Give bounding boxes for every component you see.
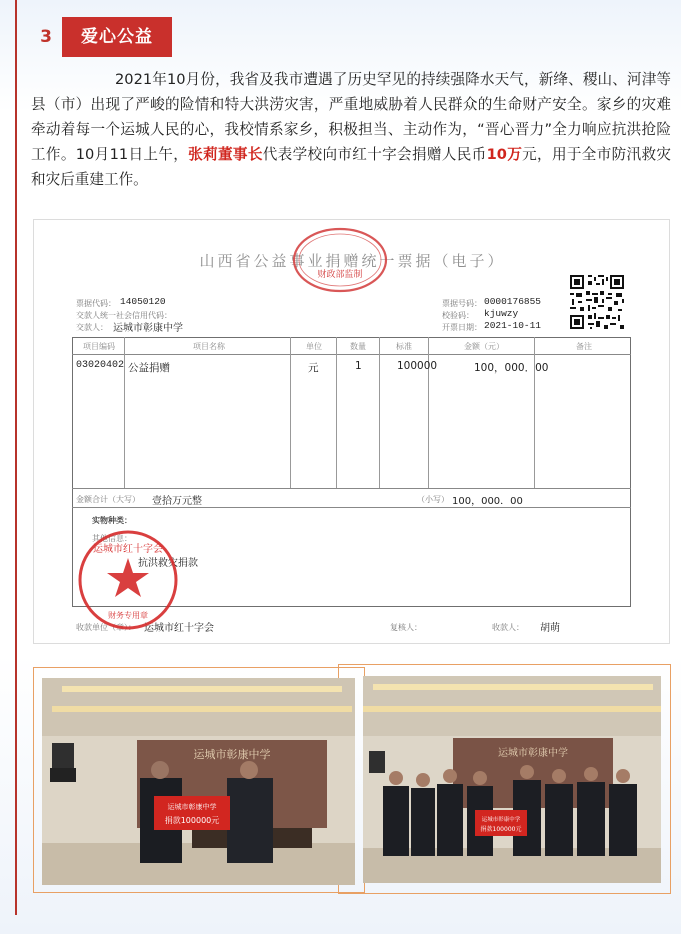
paragraph-text-3: 元，用于全市防汛救灾和灾后重建工作。 [31, 146, 671, 188]
check-label: 校验码： [442, 311, 474, 320]
seal-top-text: 财政部监制 [317, 270, 363, 280]
code-label: 票据代码： [76, 299, 116, 308]
row-unit: 元 [308, 362, 319, 374]
col-header-name: 项目名称 [193, 342, 225, 351]
payee-label: 收款人： [492, 623, 524, 632]
total-small-label: （小写） [417, 495, 449, 504]
date-value: 2021-10-11 [484, 320, 542, 331]
payee-value: 胡萌 [540, 623, 560, 634]
seal-left-subtext: 财务专用章 [108, 611, 148, 620]
paragraph-text-1: 2021年10月份，我省及我市遭遇了历史罕见的持续强降水天气，新绛、稷山、河津等县（市）出现了严峻的险情和特大洪涝灾害，严重地威胁着人民群众的生命财产安全。家乡的灾难牵动着每一个运城人民的心，我校情系家乡，积极担当、主动作为，“晋心晋力”全力响应抗洪抢险工作。10月11日上午， [31, 71, 671, 163]
row-name: 公益捐赠 [128, 362, 170, 374]
col-header-code: 项目编码 [83, 342, 115, 351]
col-header-std: 标准 [396, 342, 412, 351]
photo-right-banner: 运城市彰康中学 [498, 748, 568, 759]
paragraph-text-2: 代表学校向市红十字会捐赠人民币 [262, 146, 487, 163]
donation-purpose: 抗洪救灾捐款 [138, 558, 198, 569]
highlight-amount: 10万 [486, 146, 523, 163]
seal-left-text: 运城市红十字会 [93, 544, 163, 555]
col-header-unit: 单位 [306, 342, 322, 351]
number-label: 票据号码： [442, 299, 482, 308]
col-header-qty: 数量 [350, 342, 366, 351]
star-icon [107, 558, 149, 597]
donation-board-line2: 捐款100000元 [164, 816, 220, 825]
date-label: 开票日期： [442, 323, 482, 332]
col-divider [124, 337, 125, 488]
row-code: 03020402 [76, 360, 125, 371]
credit-code-label: 交款人统一社会信用代码： [76, 311, 172, 320]
recipient-value: 运城市红十字会 [144, 623, 214, 634]
total-words: 壹拾万元整 [152, 496, 202, 507]
code-value: 14050120 [120, 296, 166, 307]
qr-code-icon [568, 273, 626, 331]
row-amount: 100，000．00 [474, 362, 549, 374]
payer-label: 交款人： [76, 323, 108, 332]
donation-board-line2: 捐款100000元 [480, 826, 522, 833]
photo-left-banner: 运城市彰康中学 [193, 748, 271, 761]
col-header-amount: 金额（元） [464, 342, 504, 351]
check-value: kjuwzy [484, 308, 519, 319]
red-cross-seal [76, 528, 180, 632]
highlight-chairwoman: 张莉董事长 [188, 146, 263, 163]
left-margin-rule [15, 0, 17, 915]
col-divider [379, 337, 380, 488]
photo-left [42, 678, 355, 885]
table-header-rule [72, 354, 631, 355]
table-info-rule [72, 507, 631, 508]
section-title: 爱心公益 [62, 17, 172, 57]
other-info-label: 其他信息： [92, 534, 132, 543]
table-total-rule [72, 488, 631, 489]
number-value: 0000176855 [484, 296, 542, 307]
finance-ministry-seal [290, 225, 390, 295]
payer-value: 运城市彰康中学 [113, 323, 183, 334]
body-paragraph [31, 67, 671, 192]
receipt-title: 山西省公益事业捐赠统一票据（电子） [199, 252, 506, 270]
col-divider [336, 337, 337, 488]
goods-label: 实物种类： [92, 516, 132, 525]
donation-board-line1: 运城市彰康中学 [481, 817, 521, 823]
donation-receipt [33, 219, 670, 644]
total-value: 100，000．00 [452, 496, 523, 507]
photo-right [363, 676, 661, 883]
reviewer-label: 复核人： [390, 623, 422, 632]
recipient-label: 收款单位（章）： [76, 623, 136, 632]
section-number: 3 [40, 27, 52, 47]
row-qty: 1 [355, 360, 362, 372]
donation-board-line1: 运城市彰康中学 [167, 803, 217, 811]
row-std: 100000 [397, 360, 438, 372]
total-label: 金额合计（大写） [76, 495, 140, 504]
col-header-note: 备注 [576, 342, 592, 351]
col-divider [290, 337, 291, 488]
